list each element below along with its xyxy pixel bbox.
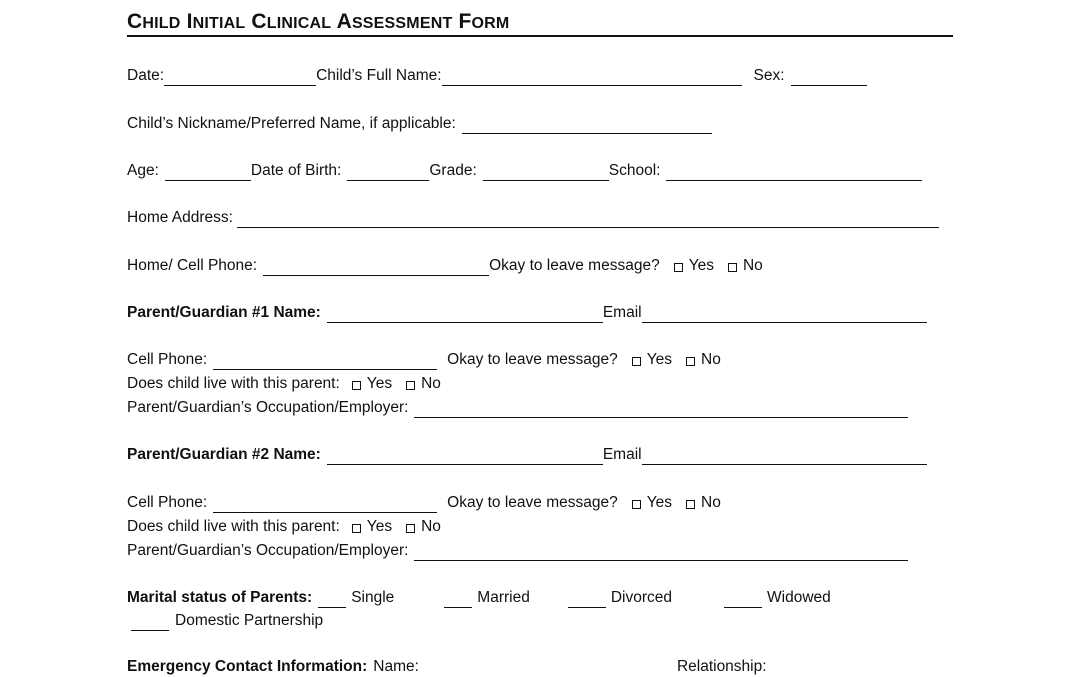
marital-divorced-blank[interactable] bbox=[568, 591, 606, 608]
title-part: ORM bbox=[471, 15, 510, 32]
checkbox-icon[interactable] bbox=[406, 381, 415, 390]
guardian1-email-label: Email bbox=[602, 304, 642, 321]
message-no-option[interactable] bbox=[728, 257, 763, 276]
grade-field[interactable] bbox=[483, 164, 609, 181]
row-emergency-contact bbox=[127, 655, 767, 677]
checkbox-icon[interactable] bbox=[352, 381, 361, 390]
option-label: No bbox=[421, 518, 441, 535]
title-part: NITIAL bbox=[192, 15, 246, 32]
guardian1-message-yes-option[interactable] bbox=[632, 351, 672, 370]
guardian1-occupation-label: Parent/Guardian’s Occupation/Employer: bbox=[127, 399, 409, 416]
home-phone-field[interactable] bbox=[263, 259, 489, 276]
row-guardian1-occupation bbox=[127, 396, 908, 418]
guardian2-cell-field[interactable] bbox=[213, 496, 437, 513]
row-marital-domestic bbox=[131, 609, 323, 631]
marital-married-label: Married bbox=[477, 589, 530, 606]
full-name-field[interactable] bbox=[442, 69, 742, 86]
marital-domestic-label: Domestic Partnership bbox=[175, 612, 324, 629]
option-label: No bbox=[701, 494, 721, 511]
checkbox-icon[interactable] bbox=[632, 500, 641, 509]
marital-widowed-label: Widowed bbox=[767, 589, 831, 606]
guardian2-email-field[interactable] bbox=[642, 448, 927, 465]
message-yes-option[interactable] bbox=[674, 257, 714, 276]
option-label: Yes bbox=[366, 375, 393, 392]
age-label: Age: bbox=[127, 162, 159, 179]
guardian2-occupation-label: Parent/Guardian’s Occupation/Employer: bbox=[127, 542, 409, 559]
checkbox-icon[interactable] bbox=[406, 524, 415, 533]
marital-married-blank[interactable] bbox=[444, 591, 472, 608]
marital-status-label: Marital status of Parents: bbox=[127, 589, 313, 606]
emergency-contact-label: Emergency Contact Information: bbox=[127, 658, 368, 675]
title-letter: F bbox=[458, 10, 472, 33]
message-question: Okay to leave message? bbox=[489, 257, 660, 274]
guardian1-occupation-field[interactable] bbox=[414, 401, 908, 418]
grade-label: Grade: bbox=[429, 162, 477, 179]
row-nickname bbox=[127, 112, 712, 134]
title-part: HILD bbox=[142, 15, 181, 32]
checkbox-icon[interactable] bbox=[674, 263, 683, 272]
guardian2-lives-no-option[interactable] bbox=[406, 518, 441, 537]
form-title bbox=[127, 10, 953, 37]
dob-field[interactable] bbox=[347, 164, 429, 181]
marital-single-blank[interactable] bbox=[318, 591, 346, 608]
checkbox-icon[interactable] bbox=[686, 500, 695, 509]
row-guardian1-lives-with bbox=[127, 372, 441, 394]
guardian1-lives-with-label: Does child live with this parent: bbox=[127, 375, 340, 392]
guardian1-name-label: Parent/Guardian #1 Name: bbox=[127, 304, 321, 321]
row-home-address bbox=[127, 206, 939, 228]
guardian2-message-question: Okay to leave message? bbox=[447, 494, 618, 511]
row-guardian2-lives-with bbox=[127, 515, 441, 537]
guardian2-lives-with-label: Does child live with this parent: bbox=[127, 518, 340, 535]
school-field[interactable] bbox=[666, 164, 922, 181]
guardian2-lives-yes-option[interactable] bbox=[352, 518, 392, 537]
row-guardian2-occupation bbox=[127, 539, 908, 561]
emergency-relationship-label: Relationship: bbox=[676, 658, 767, 675]
guardian1-lives-no-option[interactable] bbox=[406, 375, 441, 394]
school-label: School: bbox=[608, 162, 661, 179]
age-field[interactable] bbox=[165, 164, 251, 181]
guardian2-occupation-field[interactable] bbox=[414, 544, 908, 561]
row-date-name-sex bbox=[127, 64, 867, 86]
row-guardian1-cell bbox=[127, 348, 721, 370]
home-phone-label: Home/ Cell Phone: bbox=[127, 257, 258, 274]
guardian1-message-no-option[interactable] bbox=[686, 351, 721, 370]
guardian1-lives-yes-option[interactable] bbox=[352, 375, 392, 394]
title-letter: C bbox=[127, 10, 143, 33]
option-label: Yes bbox=[646, 351, 673, 368]
title-letter: A bbox=[336, 10, 352, 33]
option-label: No bbox=[701, 351, 721, 368]
nickname-field[interactable] bbox=[462, 117, 712, 134]
marital-divorced-label: Divorced bbox=[610, 589, 672, 606]
row-guardian1-name bbox=[127, 301, 927, 323]
option-label: No bbox=[421, 375, 441, 392]
date-field[interactable] bbox=[164, 69, 316, 86]
guardian1-email-field[interactable] bbox=[642, 306, 927, 323]
marital-single-label: Single bbox=[351, 589, 395, 606]
checkbox-icon[interactable] bbox=[728, 263, 737, 272]
guardian1-message-question: Okay to leave message? bbox=[447, 351, 618, 368]
guardian2-email-label: Email bbox=[602, 446, 642, 463]
option-label: Yes bbox=[646, 494, 673, 511]
guardian2-name-label: Parent/Guardian #2 Name: bbox=[127, 446, 321, 463]
checkbox-icon[interactable] bbox=[686, 357, 695, 366]
option-label: No bbox=[742, 257, 763, 274]
guardian2-cell-label: Cell Phone: bbox=[127, 494, 208, 511]
full-name-label: Child’s Full Name: bbox=[316, 67, 442, 84]
sex-field[interactable] bbox=[791, 69, 867, 86]
row-guardian2-cell bbox=[127, 491, 721, 513]
sex-label: Sex: bbox=[753, 67, 785, 84]
guardian1-cell-label: Cell Phone: bbox=[127, 351, 208, 368]
guardian1-cell-field[interactable] bbox=[213, 353, 437, 370]
title-part: SSESSMENT bbox=[351, 15, 453, 32]
row-marital-status bbox=[127, 586, 831, 608]
dob-label: Date of Birth: bbox=[250, 162, 342, 179]
row-age-dob-grade-school bbox=[127, 159, 922, 181]
guardian2-message-no-option[interactable] bbox=[686, 494, 721, 513]
guardian2-name-field[interactable] bbox=[327, 448, 603, 465]
home-address-label: Home Address: bbox=[127, 209, 233, 226]
option-label: Yes bbox=[366, 518, 393, 535]
nickname-label: Child’s Nickname/Preferred Name, if applicable: bbox=[127, 115, 456, 132]
checkbox-icon[interactable] bbox=[352, 524, 361, 533]
option-label: Yes bbox=[688, 257, 714, 274]
guardian2-message-yes-option[interactable] bbox=[632, 494, 672, 513]
marital-widowed-blank[interactable] bbox=[724, 591, 762, 608]
title-letter: C bbox=[251, 10, 267, 33]
guardian1-name-field[interactable] bbox=[327, 306, 603, 323]
checkbox-icon[interactable] bbox=[632, 357, 641, 366]
title-letter: I bbox=[186, 10, 193, 33]
marital-domestic-blank[interactable] bbox=[131, 614, 169, 631]
title-part: LINICAL bbox=[266, 15, 332, 32]
row-guardian2-name bbox=[127, 443, 927, 465]
date-label: Date: bbox=[127, 67, 165, 84]
row-home-phone bbox=[127, 254, 763, 276]
emergency-name-label: Name: bbox=[373, 658, 419, 675]
home-address-field[interactable] bbox=[237, 211, 939, 228]
